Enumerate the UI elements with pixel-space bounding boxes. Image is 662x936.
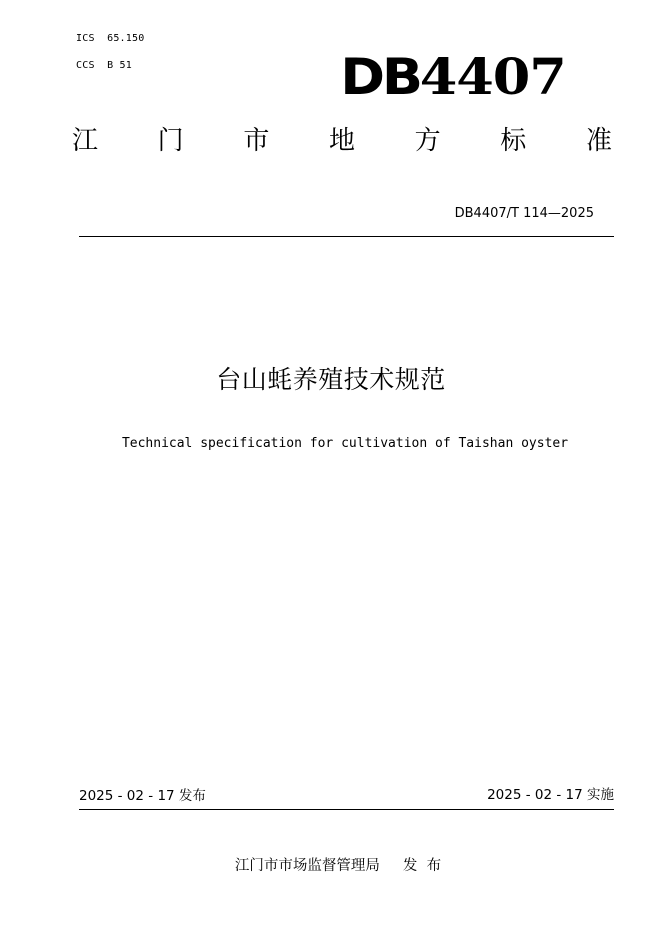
standard-type-char: 江 bbox=[72, 126, 99, 156]
standard-type-char: 地 bbox=[328, 126, 355, 156]
standard-type-char: 市 bbox=[243, 126, 270, 156]
document-title-chinese: 台山蚝养殖技术规范 bbox=[216, 365, 446, 394]
standard-type-char: 门 bbox=[157, 126, 184, 156]
issue-date: 2025 - 02 - 17 发布 bbox=[79, 788, 206, 804]
standard-type-heading bbox=[72, 128, 612, 154]
db-code-letters: DB bbox=[340, 48, 421, 106]
standard-type-char: 标 bbox=[500, 126, 527, 156]
top-divider bbox=[79, 236, 614, 237]
document-title-english: Technical specification for cultivation of Taishan oyster bbox=[121, 436, 569, 451]
issuing-authority: 江门市市场监督管理局 发 布 bbox=[234, 858, 442, 874]
implementation-date: 2025 - 02 - 17 实施 bbox=[487, 787, 614, 803]
ics-code: ICS 65.150 bbox=[76, 33, 145, 44]
standard-type-char: 准 bbox=[585, 126, 612, 156]
standard-type-char: 方 bbox=[414, 126, 441, 156]
bottom-divider bbox=[79, 809, 614, 810]
db-code-digits: 4407 bbox=[420, 47, 566, 106]
ccs-code: CCS B 51 bbox=[76, 60, 132, 71]
db-code-logo bbox=[340, 47, 566, 106]
standard-number: DB4407/T 114—2025 bbox=[454, 206, 594, 221]
